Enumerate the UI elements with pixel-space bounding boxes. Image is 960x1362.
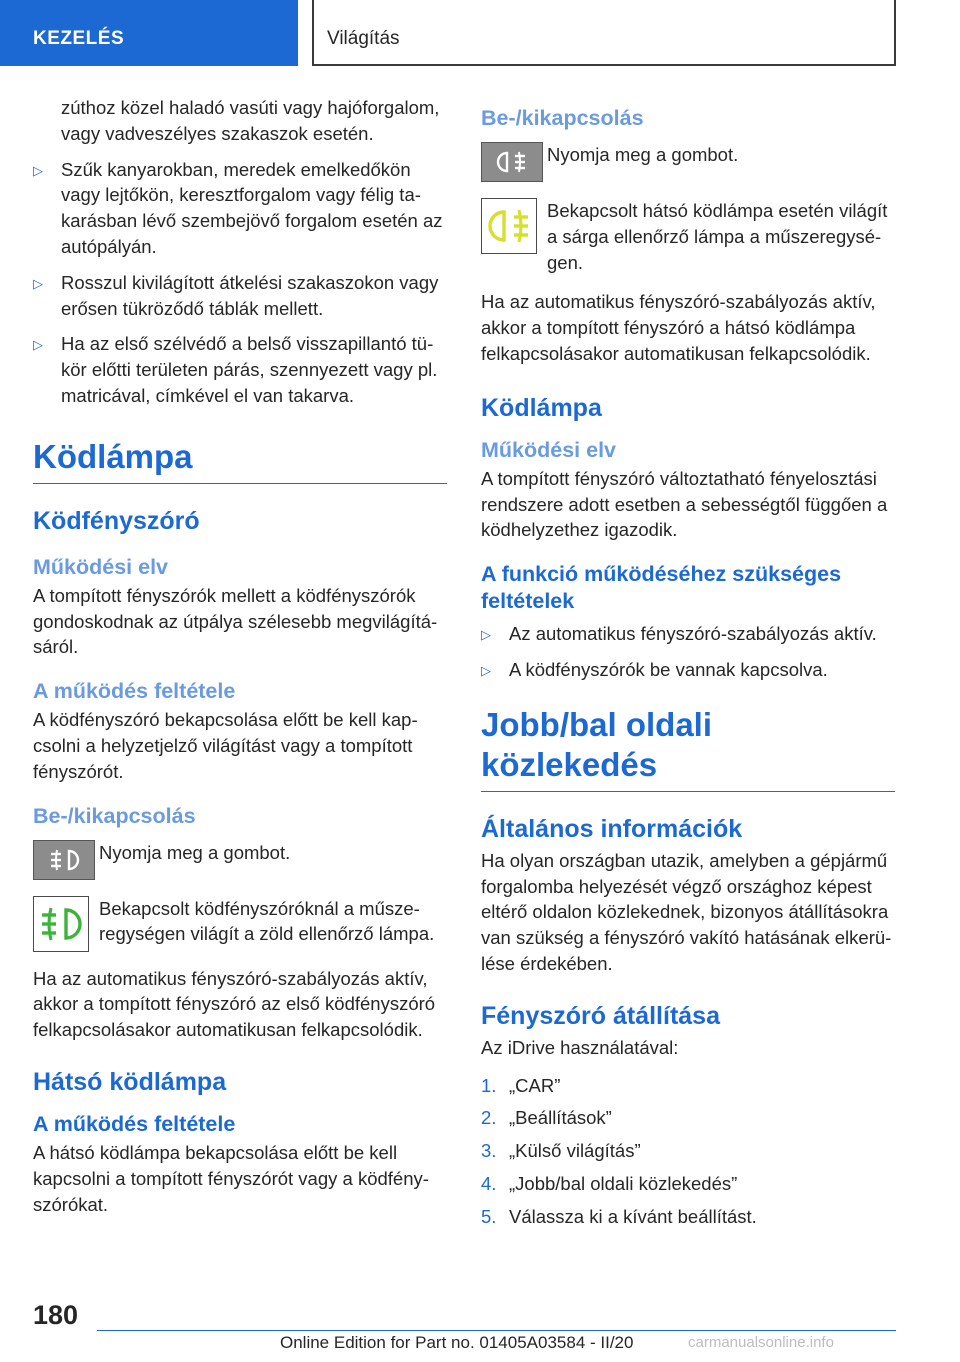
list-item: ▷ Az automatikus fényszóró-szabályozás aktív. [481, 621, 895, 647]
button-instruction [481, 142, 895, 188]
indicator-description [33, 896, 447, 952]
paragraph: A tompított fényszórók mellett a ködfényszórók gondoskodnak az útpálya szélesebb megvilágítá-sáról. [33, 584, 438, 658]
paragraph: A hátsó ködlámpa bekapcsolása előtt be kell kapcsolni a tompított fényszórót vagy a ködfény-szórókat. [33, 1141, 429, 1215]
step-item: 3. „Külső világítás” [481, 1140, 641, 1162]
chapter-heading: Jobb/bal oldali közlekedés [481, 705, 895, 792]
instruction-text: Nyomja meg a gombot. [547, 144, 739, 165]
chapter-heading: Ködlámpa [33, 437, 447, 484]
step-item: 1. „CAR” [481, 1074, 561, 1096]
triangle-bullet-icon: ▷ [481, 627, 491, 643]
watermark[interactable]: carmanualsonline.info [688, 1334, 834, 1351]
subsection-heading: A funkció működéséhez szükséges feltételek [481, 562, 842, 614]
paragraph: A tompított fényszóró változtatható fényelosztási rendszere adott esetben a sebességtől függően a ködhelyzethez igazodik. [481, 467, 888, 541]
triangle-bullet-icon: ▷ [33, 337, 43, 353]
footer-divider [97, 1330, 896, 1331]
section-heading: Ködfényszóró [33, 506, 200, 535]
list-item: ▷ Ha az első szélvédő a belső visszapillantó tü-kör előtti területen párás, szennyezett vagy pl. matricával, címkével el van takarva. [33, 333, 438, 406]
left-column [33, 95, 447, 1217]
triangle-bullet-icon: ▷ [33, 275, 43, 291]
triangle-bullet-icon: ▷ [481, 662, 491, 678]
paragraph: Ha olyan országban utazik, amelyben a gépjármű forgalomba helyezését végző országhoz képest eltérő oldalon közlekednek, bizonyos átállításokra van szükség a fényszóró vakító hatásának elkerü-lése érdekében. [481, 849, 892, 974]
rear-fog-button-icon [481, 142, 543, 182]
paragraph: A ködfényszóró bekapcsolása előtt be kell kap-csolni a helyzetjelző világítást vagy a tompított fényszórót. [33, 709, 418, 782]
subsection-heading: A működés feltétele [33, 1111, 236, 1136]
step-item: 5. Válassza ki a kívánt beállítást. [481, 1205, 757, 1227]
list-item: ▷ Rosszul kivilágított átkelési szakaszokon vagy erősen tükröződő táblák mellett. [33, 271, 439, 319]
paragraph: Az iDrive használatával: [481, 1036, 679, 1058]
paragraph: Ha az automatikus fényszóró-szabályozás aktív, akkor a tompított fényszóró a hátsó ködlámpa felkapcsolásakor automatikusan felkapcsolódik. [481, 291, 876, 364]
button-instruction [33, 840, 447, 886]
indicator-text: Bekapcsolt hátsó ködlámpa esetén világít a sárga ellenőrző lámpa a műszeregysé-gen. [547, 200, 888, 273]
header-section: KEZELÉS [0, 0, 298, 66]
header-title: Világítás [312, 0, 896, 66]
subsection-heading: Működési elv [33, 554, 169, 579]
list-item: ▷ Szűk kanyarokban, meredek emelkedőkön vagy lejtőkön, keresztforgalom vagy félig ta-karásban lévő szembejövő forgalom esetén az autópályán. [33, 158, 443, 257]
paragraph: Ha az automatikus fényszóró-szabályozás aktív, akkor a tompított fényszóró az első ködfényszóró felkapcsolásakor automatikusan felkapcsolódik. [33, 967, 436, 1041]
subsection-heading: Be-/kikapcsolás [481, 106, 644, 130]
subsection-heading: A működés feltétele [33, 679, 236, 704]
section-heading: Fényszóró átállítása [481, 1001, 720, 1030]
triangle-bullet-icon: ▷ [33, 162, 43, 178]
page-number: 180 [33, 1300, 79, 1330]
section-heading: Hátsó ködlámpa [33, 1067, 227, 1096]
subsection-heading: Működési elv [481, 437, 617, 462]
right-column [481, 95, 895, 1237]
list-item: ▷ A ködfényszórók be vannak kapcsolva. [481, 657, 895, 683]
front-fog-button-icon [33, 840, 95, 880]
front-fog-indicator-icon [33, 896, 89, 952]
indicator-text: Bekapcsolt ködfényszóróknál a műsze-regységen világít a zöld ellenőrző lámpa. [99, 897, 435, 945]
section-heading: Ködlámpa [481, 393, 602, 422]
section-heading: Általános információk [481, 814, 743, 843]
indicator-description [481, 198, 895, 275]
instruction-text: Nyomja meg a gombot. [99, 841, 291, 863]
continued-text: zúthoz közel haladó vasúti vagy hajóforgalom, vagy vadveszélyes szakaszok esetén. [61, 97, 440, 144]
subsection-heading: Be-/kikapcsolás [33, 803, 196, 828]
step-item: 4. „Jobb/bal oldali közlekedés” [481, 1172, 738, 1194]
edition-text: Online Edition for Part no. 01405A03584 - II/20 [280, 1333, 634, 1352]
rear-fog-indicator-icon [481, 198, 537, 254]
step-item: 2. „Beállítások” [481, 1107, 612, 1129]
